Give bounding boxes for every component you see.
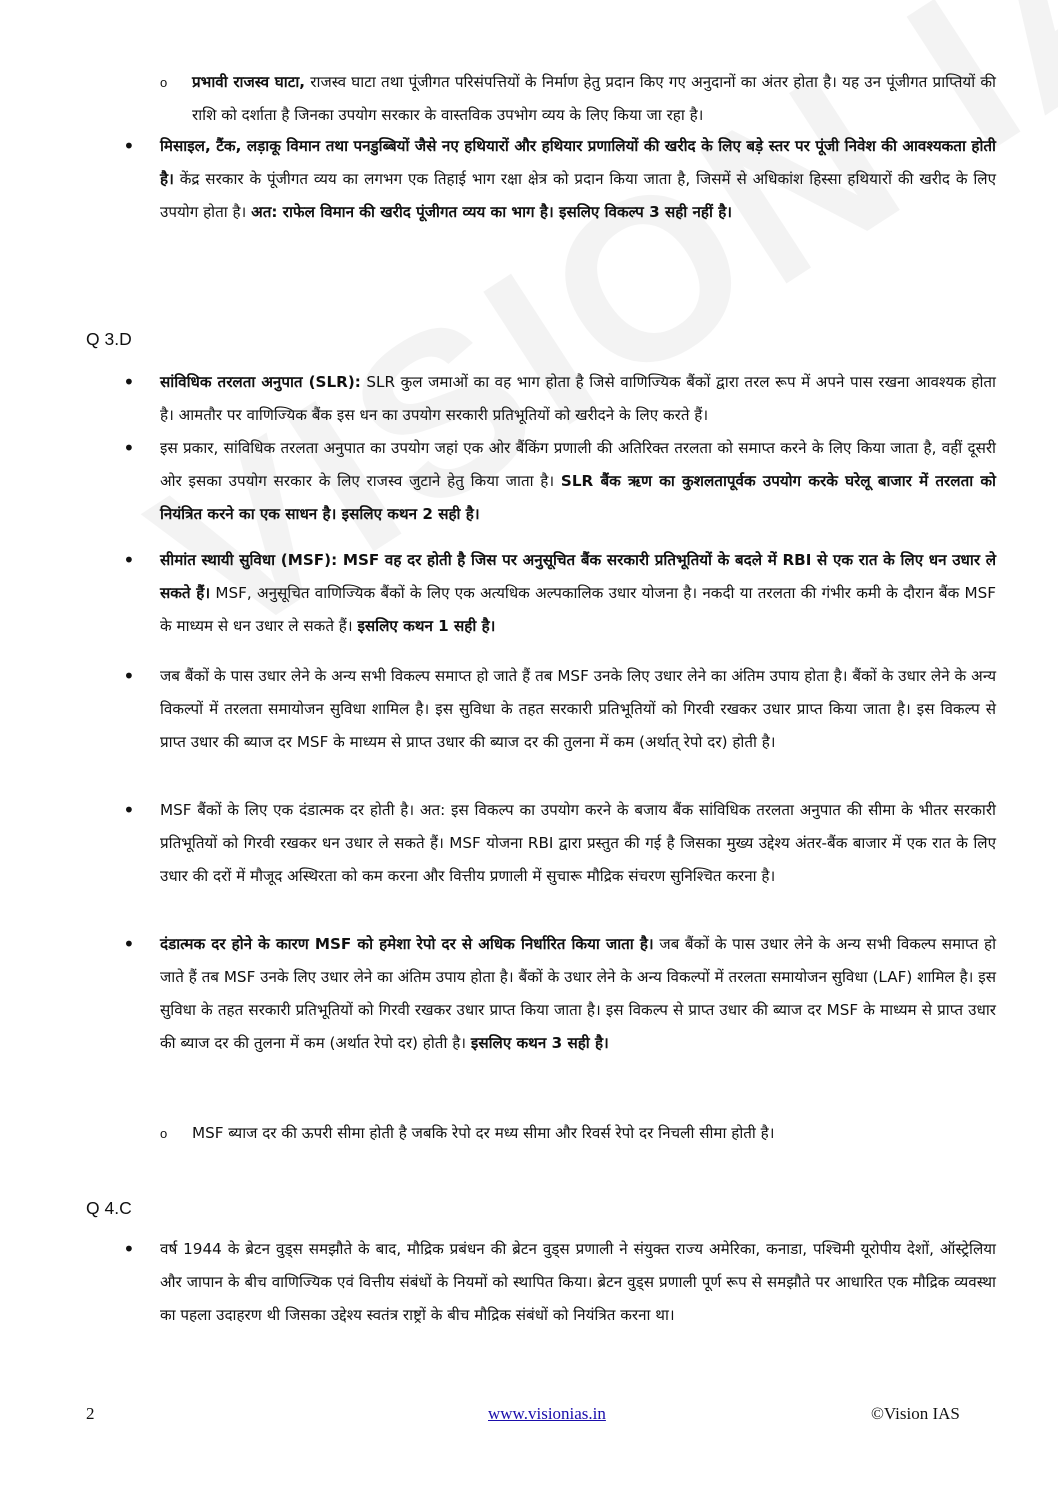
bullet-paragraph (160, 1233, 996, 1332)
bullet-marker: • (123, 1237, 135, 1261)
sub-bullet-marker: o (160, 1126, 168, 1141)
body-text: MSF बैंकों के लिए एक दंडात्मक दर होती है। अत: इस विकल्प का उपयोग करने के बजाय बैंक सांविधिक तरलता अनुपात की सीमा के भीतर सरकारी प्रतिभूतियों को गिरवी रखकर धन उधार ले सकते हैं। MSF योजना RBI द्वारा प्रस्तुत की गई है जिसका मुख्य उद्देश्य अंतर-बैंक बाजार में एक रात के लिए उधार की दरों में मौजूद अस्थिरता को कम करना और वित्तीय प्रणाली में सुचारू मौद्रिक संचरण सुनिश्चित करना है। (160, 801, 996, 885)
sub-bullet-text (192, 66, 996, 132)
bullet-marker: • (123, 664, 135, 688)
body-text: केंद्र सरकार के पूंजीगत व्यय का लगभग एक तिहाई भाग रक्षा क्षेत्र को प्रदान किया जाता है, जिसमें से अधिकांश हिस्सा हथियारों की खरीद के लिए उपयोग होता है। (160, 170, 996, 221)
bullet-marker: • (123, 134, 135, 158)
question-heading: Q 3.D (86, 329, 132, 349)
body-text: वर्ष 1944 के ब्रेटन वुड्स समझौते के बाद, मौद्रिक प्रबंधन की ब्रेटन वुड्स प्रणाली ने संयुक्त राज्य अमेरिका, कनाडा, पश्चिमी यूरोपीय देशों, ऑस्ट्रेलिया और जापान के बीच वाणिज्यिक एवं वित्तीय संबंधों के नियमों को स्थापित किया। ब्रेटन वुड्स प्रणाली पूर्ण रूप से समझौते पर आधारित एक मौद्रिक व्यवस्था का पहला उदाहरण थी जिसका उद्देश्य स्वतंत्र राष्ट्रों के बीच मौद्रिक संबंधों को नियंत्रित करना था। (160, 1240, 996, 1324)
bold-text: इसलिए कथन 1 सही है। (357, 617, 496, 635)
copyright-text: ©Vision IAS (871, 1404, 960, 1423)
body-text: जब बैंकों के पास उधार लेने के अन्य सभी विकल्प समाप्त हो जाते हैं तब MSF उनके लिए उधार लेने का अंतिम उपाय होता है। बैंकों के उधार लेने के अन्य विकल्पों में तरलता समायोजन सुविधा (LAF) शामिल है। इस सुविधा के तहत सरकारी प्रतिभूतियों को गिरवी रखकर उधार प्राप्त किया जाता है। इस विकल्प से प्राप्त उधार की ब्याज दर MSF के माध्यम से प्राप्त उधार की ब्याज दर की तुलना में कम (अर्थात रेपो दर) होती है। (160, 935, 996, 1052)
bullet-marker: • (123, 932, 135, 956)
bullet-marker: • (123, 370, 135, 394)
page-number: 2 (86, 1404, 95, 1423)
bold-text: दंडात्मक दर होने के कारण MSF को हमेशा रेपो दर से अधिक निर्धारित किया जाता है। (160, 935, 654, 953)
bold-text: अत: राफेल विमान की खरीद पूंजीगत व्यय का भाग है। इसलिए विकल्प 3 सही नहीं है। (251, 203, 733, 221)
bullet-paragraph (160, 130, 996, 229)
bold-text: मिसाइल, टैंक, लड़ाकू विमान तथा पनडुब्बियों जैसे नए हथियारों और हथियार प्रणालियों की खरीद के लिए बड़े स्तर पर पूंजी निवेश की आवश्यकता होती है। (160, 137, 996, 188)
bullet-paragraph (160, 660, 996, 759)
bullet-paragraph (160, 544, 996, 643)
bold-text: सांविधिक तरलता अनुपात (SLR): (160, 373, 361, 391)
sub-bullet-marker: o (160, 75, 168, 90)
bullet-paragraph (160, 366, 996, 432)
bullet-paragraph (160, 794, 996, 893)
bullet-paragraph (160, 432, 996, 531)
bullet-marker: • (123, 436, 135, 460)
website-link[interactable]: www.visionias.in (488, 1404, 606, 1423)
body-text: राजस्व घाटा तथा पूंजीगत परिसंपत्तियों के निर्माण हेतु प्रदान किए गए अनुदानों का अंतर होता है। यह उन पूंजीगत प्राप्तियों की राशि को दर्शाता है जिनका उपयोग सरकार के वास्तविक उपभोग व्यय के लिए किया जा रहा है। (192, 73, 996, 124)
bold-text: SLR बैंक ऋण का कुशलतापूर्वक उपयोग करके घरेलू बाजार में तरलता को नियंत्रित करने का एक साधन है। इसलिए कथन 2 सही है। (160, 472, 996, 523)
body-text: इस प्रकार, सांविधिक तरलता अनुपात का उपयोग जहां एक ओर बैंकिंग प्रणाली की अतिरिक्त तरलता को समाप्त करने के लिए किया जाता है, वहीं दूसरी ओर इसका उपयोग सरकार के लिए राजस्व जुटाने हेतु किया जाता है। (160, 439, 996, 490)
bold-text: इसलिए कथन 3 सही है। (470, 1034, 609, 1052)
question-heading: Q 4.C (86, 1198, 132, 1218)
bold-text: प्रभावी राजस्व घाटा, (192, 73, 306, 91)
bullet-marker: • (123, 798, 135, 822)
body-text: जब बैंकों के पास उधार लेने के अन्य सभी विकल्प समाप्त हो जाते हैं तब MSF उनके लिए उधार लेने का अंतिम उपाय होता है। बैंकों के उधार लेने के अन्य विकल्पों में तरलता समायोजन सुविधा शामिल है। इस सुविधा के तहत सरकारी प्रतिभूतियों को गिरवी रखकर उधार प्राप्त किया जाता है। इस विकल्प से प्राप्त उधार की ब्याज दर MSF के माध्यम से प्राप्त उधार की ब्याज दर की तुलना में कम (अर्थात् रेपो दर) होती है। (160, 667, 996, 751)
sub-bullet-text: MSF ब्याज दर की ऊपरी सीमा होती है जबकि रेपो दर मध्य सीमा और रिवर्स रेपो दर निचली सीमा होती है। (192, 1124, 775, 1142)
body-text: MSF, अनुसूचित वाणिज्यिक बैंकों के लिए एक अत्यधिक अल्पकालिक उधार योजना है। नकदी या तरलता की गंभीर कमी के दौरान बैंक MSF के माध्यम से धन उधार ले सकते हैं। (160, 584, 996, 635)
bullet-marker: • (123, 548, 135, 572)
bullet-paragraph (160, 928, 996, 1060)
bold-text: सीमांत स्थायी सुविधा (MSF): MSF वह दर होती है जिस पर अनुसूचित बैंक सरकारी प्रतिभूतियों के बदले में RBI से एक रात के लिए धन उधार ले सकते हैं। (160, 551, 996, 602)
body-text: SLR कुल जमाओं का वह भाग होता है जिसे वाणिज्यिक बैंकों द्वारा तरल रूप में अपने पास रखना आवश्यक होता है। आमतौर पर वाणिज्यिक बैंक इस धन का उपयोग सरकारी प्रतिभूतियों को खरीदने के लिए करते हैं। (160, 373, 996, 424)
